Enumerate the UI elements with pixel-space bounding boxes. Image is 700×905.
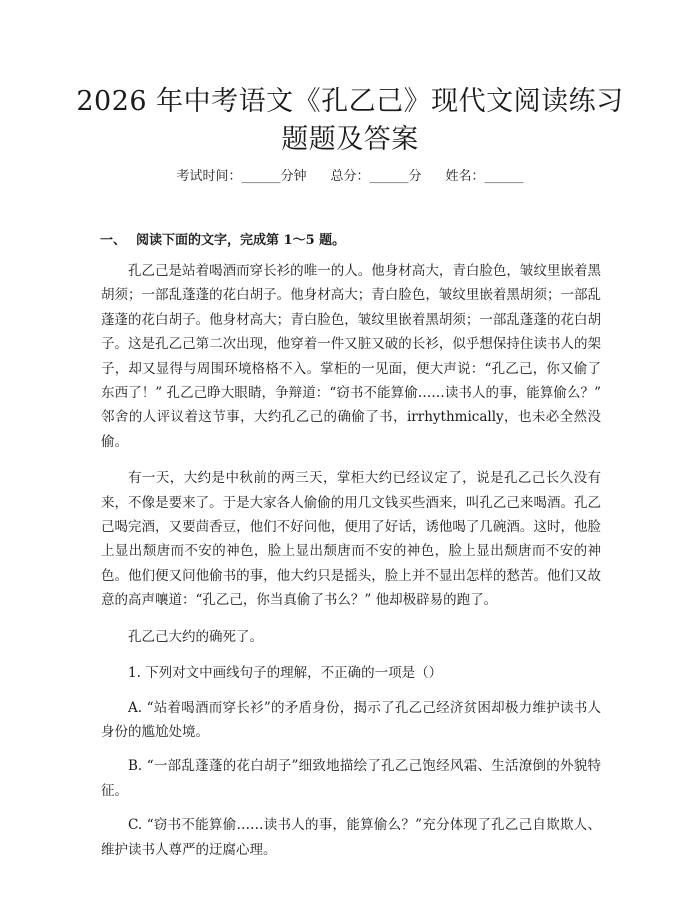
question-1-option-c: C. “窃书不能算偷……读书人的事，能算偷么？”充分体现了孔乙己自欺欺人、维护读书人尊严的迂腐心理。 <box>101 817 601 858</box>
section-heading <box>100 232 345 250</box>
exam-info <box>0 168 700 186</box>
passage-paragraph-3: 孔乙己大约的确死了。 <box>128 628 263 645</box>
document-title-line-2: 题题及答案 <box>281 124 419 155</box>
exam-score-label: 总分：______分 <box>330 169 422 184</box>
question-1-stem: 1. 下列对文中画线句子的理解，不正确的一项是（） <box>128 665 443 682</box>
question-1-option-a: A. “站着喝酒而穿长衫”的矛盾身份，揭示了孔乙己经济贫困却极力维护读书人身份的尴尬处境。 <box>101 699 601 740</box>
section-number: 一、 <box>100 233 127 248</box>
exam-time-label: 考试时间：______分钟 <box>176 169 307 184</box>
document-title-line-1: 2026 年中考语文《孔乙己》现代文阅读练习 <box>76 86 624 117</box>
passage-paragraph-2: 有一天，大约是中秋前的两三天，掌柜大约已经议定了，说是孔乙己长久没有来，不像是要来了。于是大家各人偷偷的用几文钱买些酒来，叫孔乙己来喝酒。孔乙己喝完酒，又要茴香豆，他们不好问他，便用了好话，诱他喝了几碗酒。这时，他脸上显出颓唐而不安的神色，脸上显出颓唐而不安的神色，脸上显出颓唐而不安的神色。他们便又问他偷书的事，他大约只是摇头，脸上并不显出怎样的愁苦。他们又故意的高声嚷道：“孔乙己，你当真偷了书么？” 他却极辟易的跑了。 <box>101 470 601 609</box>
reading-content <box>101 259 601 872</box>
passage-paragraph-1: 孔乙己是站着喝酒而穿长衫的唯一的人。他身材高大，青白脸色，皱纹里嵌着黑胡须；一部乱蓬蓬的花白胡子。他身材高大；青白脸色，皱纹里嵌着黑胡须；一部乱蓬蓬的花白胡子。他身材高大；青白脸色，皱纹里嵌着黑胡须；一部乱蓬蓬的花白胡子。这是孔乙己第二次出现，他穿着一件又脏又破的长衫，似乎想保持住读书人的架子，却又显得与周围环境格格不入。掌柜的一见面，便大声说：“孔乙己，你又偷了东西了！” 孔乙己睁大眼睛，争辩道：“窃书不能算偷……读书人的事，能算偷么？” 邻舍的人评议着这节事，大约孔乙己的确偷了书，irrhythmically，也未必全然没偷。 <box>101 263 601 450</box>
exam-name-label: 姓名：______ <box>445 169 524 184</box>
question-1-option-b: B. “一部乱蓬蓬的花白胡子”细致地描绘了孔乙己饱经风霜、生活潦倒的外貌特征。 <box>101 758 601 799</box>
section-heading-text: 阅读下面的文字，完成第 1～5 题。 <box>136 233 346 248</box>
